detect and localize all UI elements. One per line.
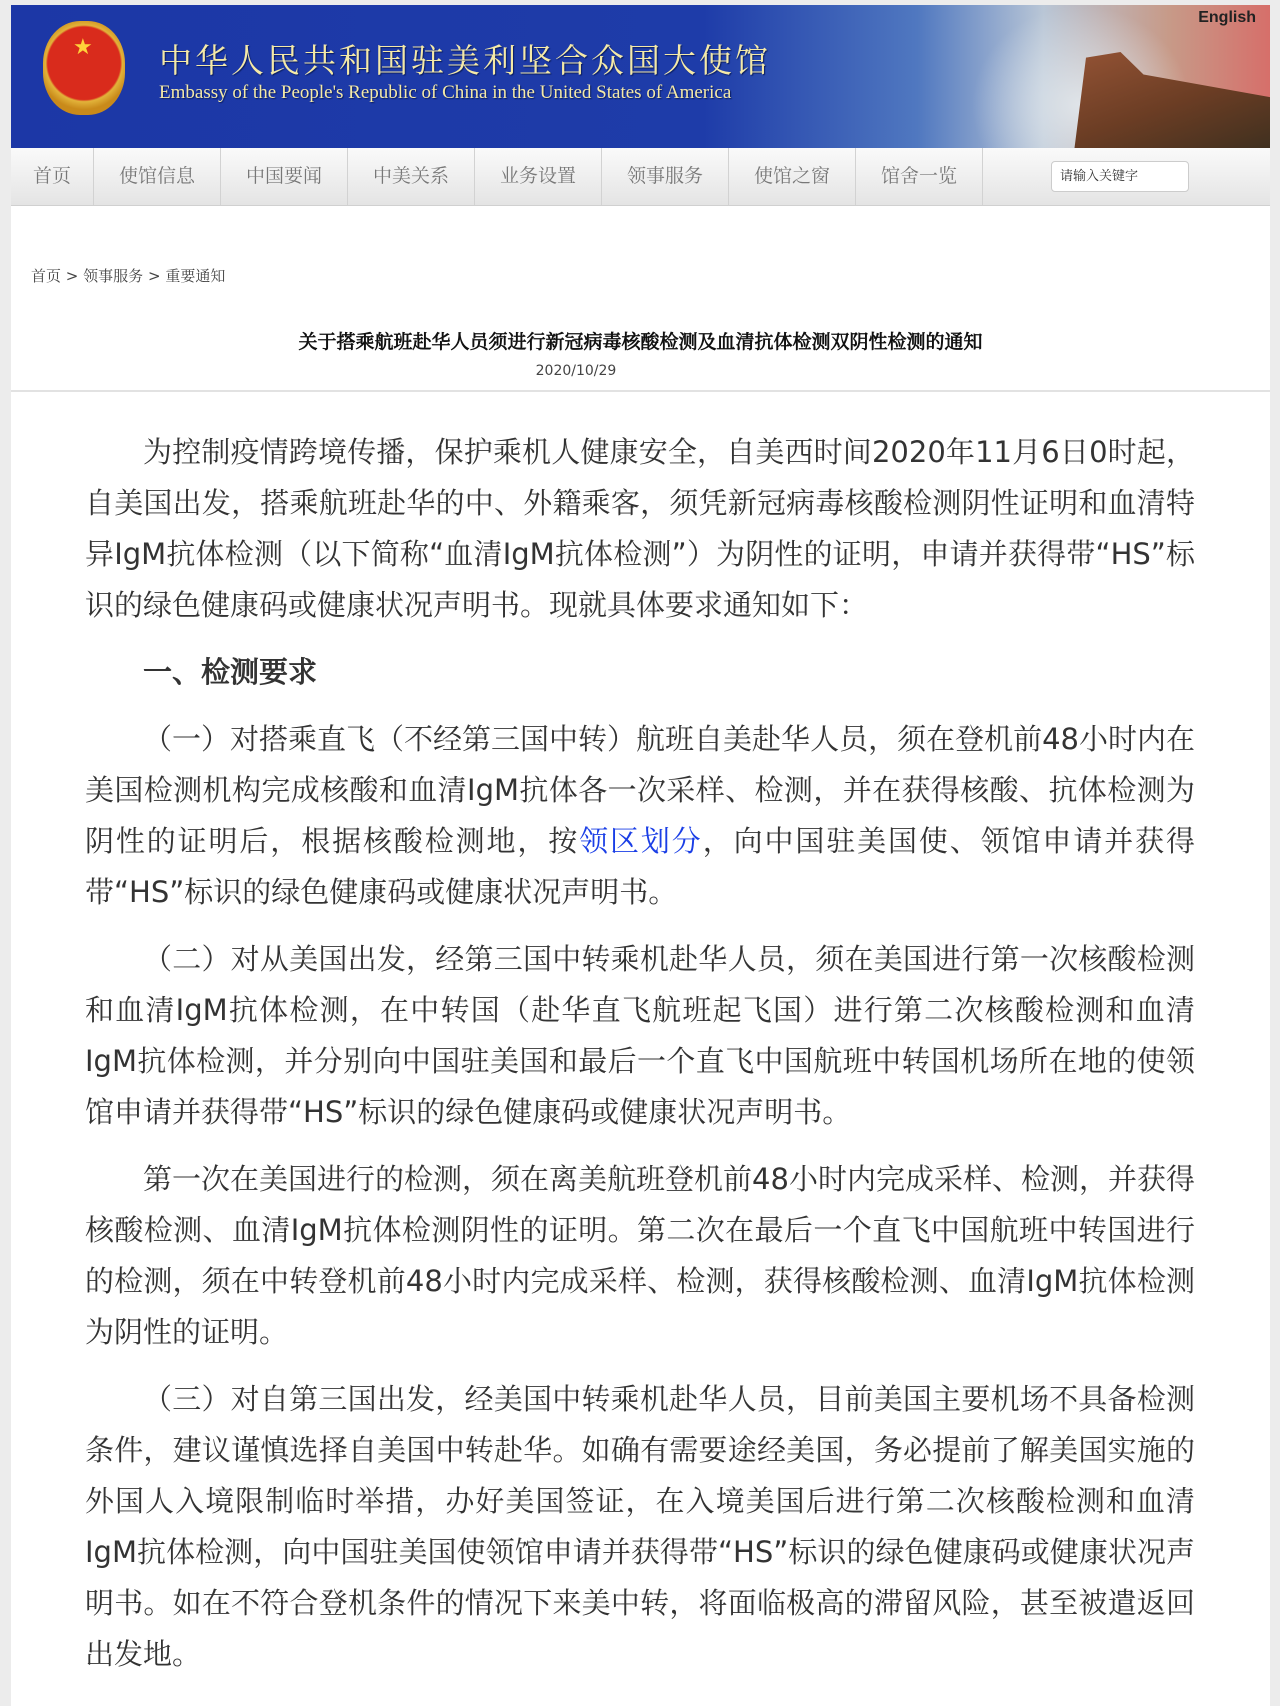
nav-item-consular-services[interactable]: 领事服务 (602, 148, 729, 205)
breadcrumb-important-notices[interactable]: 重要通知 (165, 267, 226, 285)
main-nav (11, 148, 1270, 206)
site-header (11, 5, 1270, 148)
nav-item-china-us-relations[interactable]: 中美关系 (348, 148, 475, 205)
site-title-cn: 中华人民共和国驻美利坚合众国大使馆 (159, 41, 771, 80)
article-paragraph: 为控制疫情跨境传播，保护乘机人健康安全，自美西时间2020年11月6日0时起，自美国出发，搭乘航班赴华的中、外籍乘客，须凭新冠病毒核酸检测阴性证明和血清特异IgM抗体检测（以下简称“血清IgM抗体检测”）为阴性的证明，申请并获得带“HS”标识的绿色健康码或健康状况声明书。现就具体要求通知如下： (85, 435, 1195, 622)
breadcrumb-separator: > (147, 267, 161, 285)
national-emblem-icon: ★ (43, 21, 125, 115)
article-paragraph: （二）对从美国出发，经第三国中转乘机赴华人员，须在美国进行第一次核酸检测和血清IgM抗体检测，在中转国（赴华直飞航班起飞国）进行第二次核酸检测和血清IgM抗体检测，并分别向中国驻美国和最后一个直飞中国航班中转国机场所在地的使领馆申请并获得带“HS”标识的绿色健康码或健康状况声明书。 (85, 942, 1195, 1129)
nav-item-embassy-window[interactable]: 使馆之窗 (729, 148, 856, 205)
consular-district-link[interactable]: 领区划分 (579, 824, 703, 858)
breadcrumb-separator: > (65, 267, 79, 285)
section-heading: 一、检测要求 (143, 655, 318, 689)
article-paragraph (85, 714, 1195, 918)
nav-item-home[interactable]: 首页 (11, 148, 94, 205)
site-title-en: Embassy of the People's Republic of China in the United States of America (159, 82, 732, 103)
divider (11, 390, 1270, 392)
article-paragraph: 第一次在美国进行的检测，须在离美航班登机前48小时内完成采样、检测，并获得核酸检测、血清IgM抗体检测阴性的证明。第二次在最后一个直飞中国航班中转国进行的检测，须在中转登机前48小时内完成采样、检测，获得核酸检测、血清IgM抗体检测为阴性的证明。 (85, 1162, 1195, 1349)
article-body (85, 427, 1195, 1696)
nav-item-embassy-info[interactable]: 使馆信息 (94, 148, 221, 205)
nav-item-building-overview[interactable]: 馆舍一览 (856, 148, 983, 205)
breadcrumb-consular-services[interactable]: 领事服务 (83, 267, 144, 285)
nav-item-china-news[interactable]: 中国要闻 (221, 148, 348, 205)
article-title: 关于搭乘航班赴华人员须进行新冠病毒核酸检测及血清抗体检测双阴性检测的通知 (298, 331, 983, 353)
breadcrumb (31, 265, 225, 286)
paragraph-text: ，向中国驻美国使、领馆申请并获得带“HS”标识的绿色健康码或健康状况声明书。 (85, 824, 1195, 909)
english-language-link[interactable]: English (1198, 9, 1256, 26)
page (11, 5, 1270, 1706)
breadcrumb-home[interactable]: 首页 (31, 267, 62, 285)
paragraph-text: （一）对搭乘直飞（不经第三国中转）航班自美赴华人员，须在登机前48小时内在美国检测机构完成核酸和血清IgM抗体各一次采样、检测，并在获得核酸、抗体检测为阴性的证明后，根据核酸检测地，按 (85, 722, 1195, 858)
article-paragraph: （三）对自第三国出发，经美国中转乘机赴华人员，目前美国主要机场不具备检测条件，建议谨慎选择自美国中转赴华。如确有需要途经美国，务必提前了解美国实施的外国人入境限制临时举措，办好美国签证，在入境美国后进行第二次核酸检测和血清IgM抗体检测，向中国驻美国使领馆申请并获得带“HS”标识的绿色健康码或健康状况声明书。如在不符合登机条件的情况下来美中转，将面临极高的滞留风险，甚至被遣返回出发地。 (85, 1382, 1195, 1671)
search-input[interactable] (1051, 161, 1189, 192)
nav-item-departments[interactable]: 业务设置 (475, 148, 602, 205)
article-date: 2020/10/29 (535, 363, 617, 379)
